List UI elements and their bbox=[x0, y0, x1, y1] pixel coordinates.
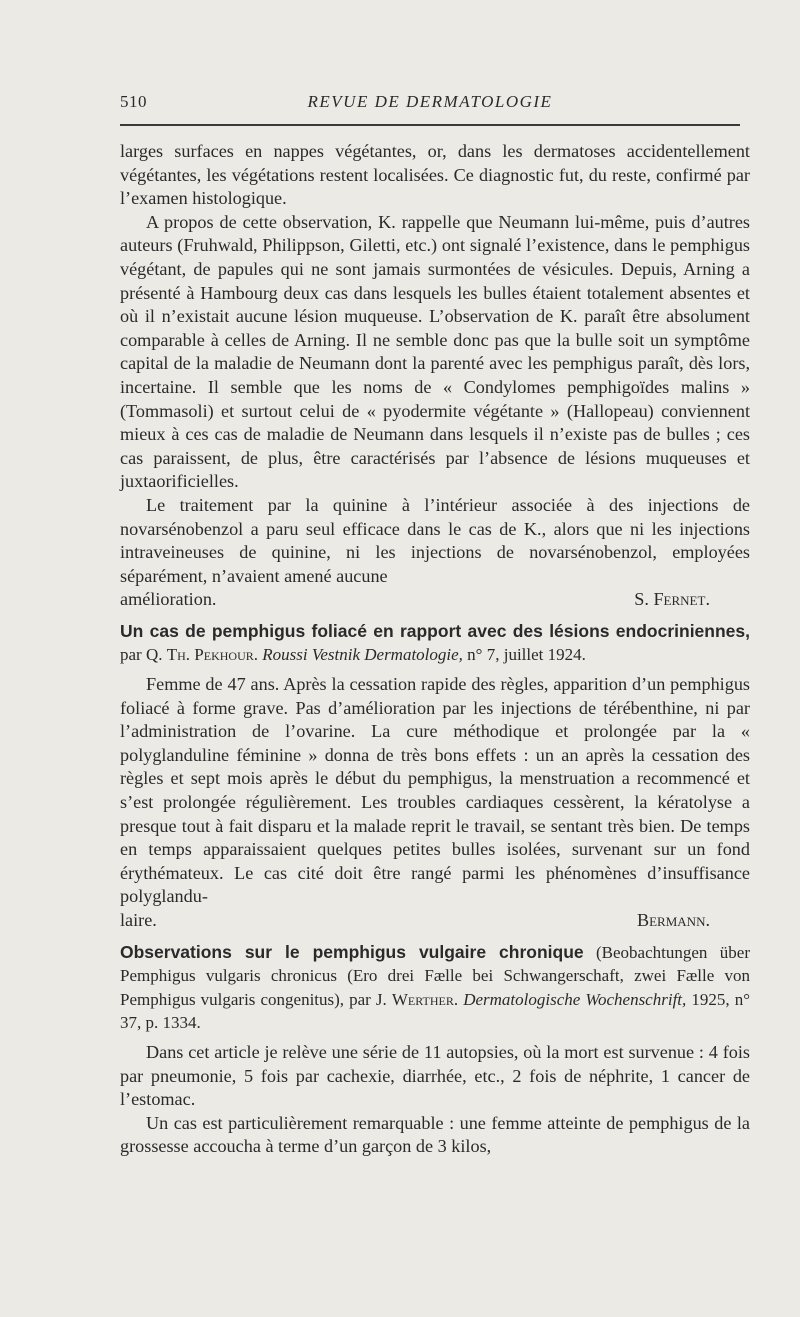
running-title: REVUE DE DERMATOLOGIE bbox=[307, 92, 553, 111]
article-heading bbox=[120, 941, 750, 1035]
paragraph: Dans cet article je relève une série de 11 autopsies, où la mort est survenue : 4 fois par pneumonie, 5 fois par cachexie, diarrhée, etc., 2 fois de néphrite, 1 cancer de l’estomac. bbox=[120, 1041, 750, 1110]
article-title: Observations sur le pemphigus vulgaire chronique bbox=[120, 941, 584, 962]
citation-issue: 1925, n° 37, p. 1334. bbox=[120, 989, 750, 1033]
page-header bbox=[120, 88, 740, 120]
paragraph: A propos de cette observation, K. rappelle que Neumann lui-même, puis d’autres auteurs (Fruhwald, Philippson, Giletti, etc.) ont signalé l’existence, dans le pemphigus végétant, de papules qui ne sont jamais surmontées de vésicules. Depuis, Arning a présenté à Hambourg deux cas dans lesquels les bulles étaient totalement absentes et où il n’existait aucune lésion muqueuse. L’observation de K. paraît être absolument comparable à celles de Arning. Il ne semble donc pas que la bulle soit un symptôme capital de la maladie de Neumann dont la parenté avec les pemphigus paraît, dès lors, incertaine. Il semble que les noms de « Condylomes pemphigoïdes malins » (Tommasoli) et surtout celui de « pyodermite végétante » (Hallopeau) conviennent mieux à ces cas de maladie de Neumann dans lesquels il n’existe pas de bulles ; ces cas paraissent, de plus, être caractérisés par l’absence de lésions muqueuses et juxtaorificielles. bbox=[120, 211, 750, 492]
citation-by: par Q. bbox=[120, 645, 167, 665]
signature-line bbox=[120, 588, 750, 612]
article-entry bbox=[120, 941, 750, 1159]
signature: S. Fernet. bbox=[634, 589, 710, 610]
citation-author: Th. Pekhour. bbox=[166, 645, 258, 665]
paragraph: Le traitement par la quinine à l’intérieur associée à des injections de novarsénobenzol a paru seul efficace dans le cas de K., alors que ni les injections intraveineuses de quinine, ni les injections de novarsénobenzol, employées séparément, n’avaient amené aucune bbox=[120, 494, 750, 586]
paragraph: Femme de 47 ans. Après la cessation rapide des règles, apparition d’un pemphigus foliacé à forme grave. Pas d’amélioration par les injections de térébenthine, ni par l’administration de l’ovarine. La cure méthodique et prolongée par la « polyglanduline féminine » donna de très bons effets : un an après la cessation des règles et sept mois après le début du pemphigus, la menstruation a recommencé et s’est prolongée régulièrement. Les troubles cardiaques cessèrent, la kératolyse a presque tout à fait disparu et la malade reprit le travail, se sentant très bien. De temps en temps apparaissaient quelques petites bulles isolées, survenant sur un fond érythémateux. Le cas cité doit être rangé parmi les phénomènes d’insuffisance polyglandu- bbox=[120, 674, 750, 907]
paragraph-end: laire. bbox=[120, 910, 157, 930]
citation-text: (Beobachtungen über Pemphigus vulgaris chronicus (Ero drei Fælle bei Schwangerschaft, zwei Fælle von Pemphigus vulgaris congenitus), par J. bbox=[120, 942, 750, 1009]
paragraph-end: amélioration. bbox=[120, 589, 217, 610]
signature: Bermann. bbox=[636, 910, 710, 930]
article-title: Un cas de pemphigus foliacé en rapport avec des lésions endocriniennes, bbox=[120, 620, 750, 641]
header-rule bbox=[120, 124, 740, 126]
citation-author: Werther. bbox=[391, 989, 459, 1009]
citation-journal: Roussi Vestnik Dermatologie, bbox=[258, 645, 463, 665]
citation-issue: n° 7, juillet 1924. bbox=[462, 645, 586, 665]
signature-line bbox=[120, 909, 750, 933]
paragraph: larges surfaces en nappes végétantes, or, dans les dermatoses accidentellement végétantes, les végétations restent localisées. Ce diagnostic fut, du reste, confirmé par l’examen histologique. bbox=[120, 141, 750, 209]
page-number: 510 bbox=[120, 92, 147, 111]
article-entry bbox=[120, 620, 750, 933]
paragraph: Un cas est particulièrement remarquable : une femme atteinte de pemphigus de la grossesse accoucha à terme d’un garçon de 3 kilos, bbox=[120, 1112, 750, 1157]
citation-journal: Dermatologische Wochenschrift, bbox=[458, 989, 687, 1009]
article-heading bbox=[120, 620, 750, 667]
body-text bbox=[120, 140, 750, 1159]
